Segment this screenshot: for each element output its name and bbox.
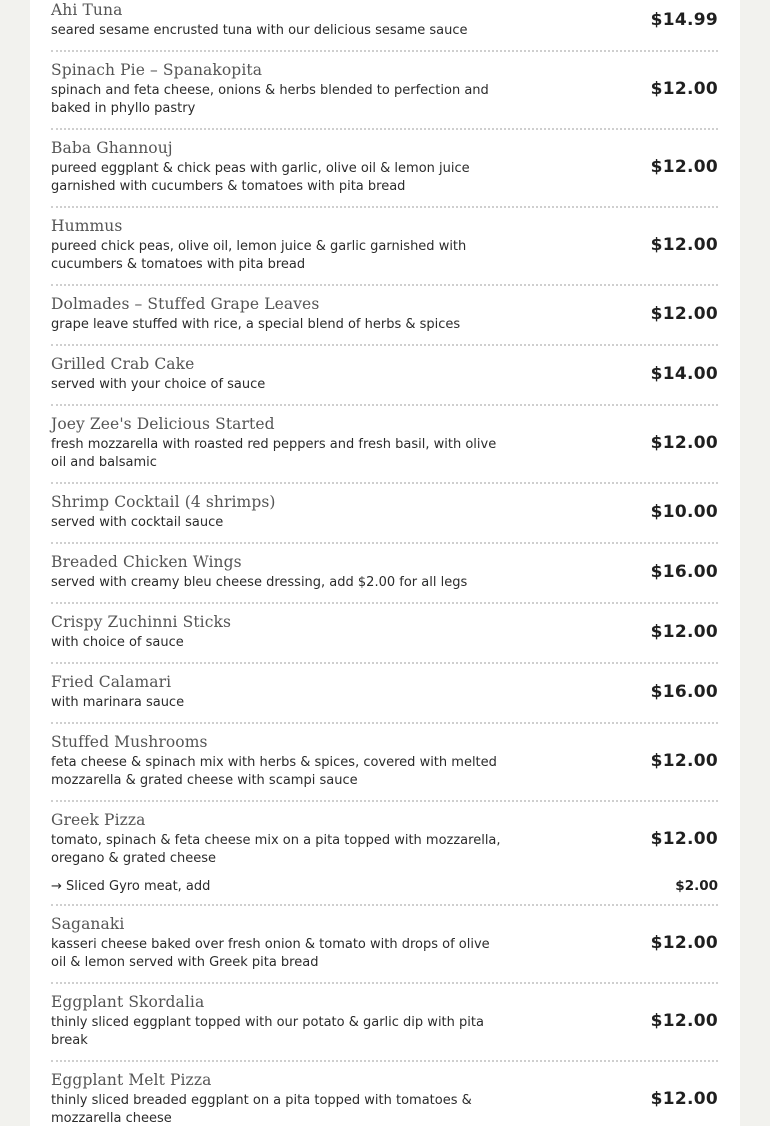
menu-item-description: seared sesame encrusted tuna with our delicious sesame sauce xyxy=(51,23,468,38)
menu-item xyxy=(51,604,718,664)
menu-item-price: $16.00 xyxy=(650,562,718,582)
menu-item-text xyxy=(51,216,506,274)
menu-item-text xyxy=(51,810,506,868)
menu-item-name: Crispy Zuchinni Sticks xyxy=(51,613,232,631)
menu-item-text xyxy=(51,552,506,592)
menu-item-description: served with cocktail sauce xyxy=(51,515,224,530)
menu-item-name: Eggplant Skordalia xyxy=(51,993,205,1011)
menu-item-price: $12.00 xyxy=(650,1011,718,1031)
menu-item-price: $12.00 xyxy=(650,235,718,255)
menu-item-price: $16.00 xyxy=(650,682,718,702)
menu-item-name: Baba Ghannouj xyxy=(51,139,173,157)
menu-item-description: pureed chick peas, olive oil, lemon juice & garlic garnished with cucumbers & tomatoes with pita bread xyxy=(51,239,467,272)
menu-item-text xyxy=(51,914,506,972)
menu-item-description: served with creamy bleu cheese dressing, add $2.00 for all legs xyxy=(51,575,468,590)
menu-item-text xyxy=(51,672,506,712)
menu-item-description: spinach and feta cheese, onions & herbs blended to perfection and baked in phyllo pastry xyxy=(51,83,489,116)
menu-item-name: Stuffed Mushrooms xyxy=(51,733,208,751)
menu-item-price: $12.00 xyxy=(650,157,718,177)
menu-item-name: Saganaki xyxy=(51,915,125,933)
menu-item-price: $12.00 xyxy=(650,79,718,99)
menu-item-name: Fried Calamari xyxy=(51,673,172,691)
menu-item-description: served with your choice of sauce xyxy=(51,377,266,392)
menu-item xyxy=(51,664,718,724)
menu-item-name: Greek Pizza xyxy=(51,811,146,829)
menu-item-name: Shrimp Cocktail (4 shrimps) xyxy=(51,493,276,511)
menu-item-text xyxy=(51,612,506,652)
menu-item-price: $14.99 xyxy=(650,10,718,30)
menu-item xyxy=(51,286,718,346)
menu-item-price: $12.00 xyxy=(650,751,718,771)
menu-item-name: Grilled Crab Cake xyxy=(51,355,195,373)
menu-item-name: Eggplant Melt Pizza xyxy=(51,1071,212,1089)
menu-item xyxy=(51,0,718,52)
menu-item-row xyxy=(51,138,718,196)
menu-item-description: pureed eggplant & chick peas with garlic, olive oil & lemon juice garnished with cucumbers & tomatoes with pita bread xyxy=(51,161,470,194)
menu-item-price: $12.00 xyxy=(650,433,718,453)
menu-item xyxy=(51,484,718,544)
menu-item-description: with choice of sauce xyxy=(51,635,184,650)
addon-price: $2.00 xyxy=(675,878,718,894)
menu-item-description: thinly sliced breaded eggplant on a pita topped with tomatoes & mozzarella cheese xyxy=(51,1093,472,1126)
menu-item xyxy=(51,544,718,604)
menu-item-description: kasseri cheese baked over fresh onion & tomato with drops of olive oil & lemon served with Greek pita bread xyxy=(51,937,490,970)
menu-item-text xyxy=(51,294,506,334)
menu-item-text xyxy=(51,0,506,40)
menu-item-row xyxy=(51,810,718,868)
menu-item-row xyxy=(51,672,718,712)
menu-item xyxy=(51,1062,718,1126)
menu-item-text xyxy=(51,414,506,472)
menu-item-name: Ahi Tuna xyxy=(51,1,123,19)
menu-item-description: feta cheese & spinach mix with herbs & spices, covered with melted mozzarella & grated cheese with scampi sauce xyxy=(51,755,497,788)
menu-item-description: thinly sliced eggplant topped with our potato & garlic dip with pita break xyxy=(51,1015,484,1048)
menu-item-text xyxy=(51,354,506,394)
menu-item-name: Hummus xyxy=(51,217,123,235)
menu-item-row xyxy=(51,612,718,652)
menu-item-row xyxy=(51,492,718,532)
menu-item xyxy=(51,130,718,208)
menu-item-name: Dolmades – Stuffed Grape Leaves xyxy=(51,295,320,313)
menu-item-name: Breaded Chicken Wings xyxy=(51,553,242,571)
menu-item-name: Joey Zee's Delicious Started xyxy=(51,415,275,433)
menu-item-text xyxy=(51,138,506,196)
menu-item xyxy=(51,802,718,906)
menu-item-row xyxy=(51,414,718,472)
menu-item-description: with marinara sauce xyxy=(51,695,185,710)
menu-item-description: fresh mozzarella with roasted red peppers and fresh basil, with olive oil and balsamic xyxy=(51,437,497,470)
menu-item-price: $12.00 xyxy=(650,1089,718,1109)
menu-item-text xyxy=(51,992,506,1050)
menu-item-text xyxy=(51,60,506,118)
menu-item-price: $12.00 xyxy=(650,622,718,642)
menu-item xyxy=(51,52,718,130)
menu-item-price: $12.00 xyxy=(650,304,718,324)
addon-label: → Sliced Gyro meat, add xyxy=(51,878,211,894)
menu-item xyxy=(51,724,718,802)
menu-item-description: tomato, spinach & feta cheese mix on a pita topped with mozzarella, oregano & grated cheese xyxy=(51,833,501,866)
menu-item xyxy=(51,906,718,984)
menu-item-price: $12.00 xyxy=(650,829,718,849)
menu-item-row xyxy=(51,294,718,334)
menu-list xyxy=(51,0,718,1126)
menu-item-row xyxy=(51,60,718,118)
menu-item xyxy=(51,208,718,286)
menu-item-row xyxy=(51,0,718,40)
menu-item xyxy=(51,984,718,1062)
menu-item xyxy=(51,406,718,484)
menu-item-description: grape leave stuffed with rice, a special blend of herbs & spices xyxy=(51,317,461,332)
menu-item xyxy=(51,346,718,406)
menu-item-price: $10.00 xyxy=(650,502,718,522)
menu-page xyxy=(30,0,740,1126)
menu-item-row xyxy=(51,1070,718,1126)
menu-item-row xyxy=(51,216,718,274)
menu-item-price: $14.00 xyxy=(650,364,718,384)
menu-item-row xyxy=(51,992,718,1050)
menu-item-text xyxy=(51,732,506,790)
menu-item-text xyxy=(51,1070,506,1126)
menu-item-addon xyxy=(51,878,718,894)
menu-item-row xyxy=(51,732,718,790)
menu-item-row xyxy=(51,914,718,972)
menu-item-name: Spinach Pie – Spanakopita xyxy=(51,61,263,79)
menu-item-text xyxy=(51,492,506,532)
menu-item-price: $12.00 xyxy=(650,933,718,953)
menu-item-row xyxy=(51,552,718,592)
menu-item-row xyxy=(51,354,718,394)
